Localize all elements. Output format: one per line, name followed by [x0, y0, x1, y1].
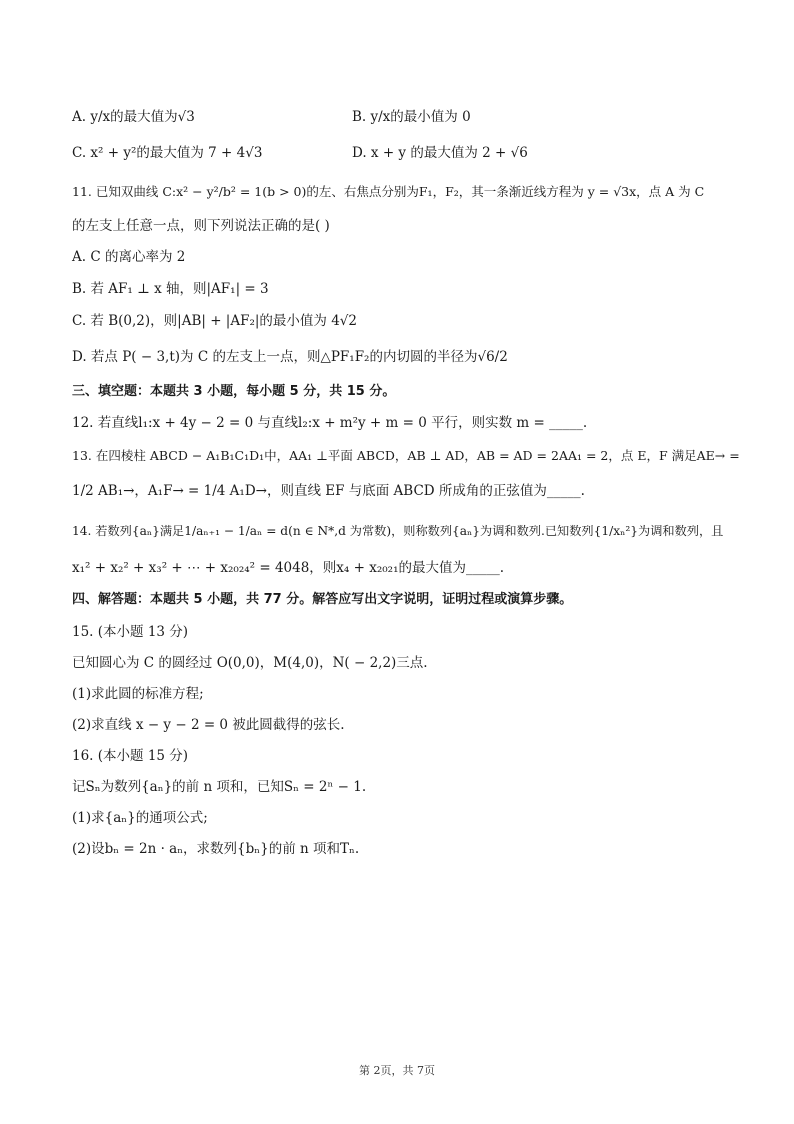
option-q10-c: C. x² + y²的最大值为 7 + 4√3 [72, 145, 263, 161]
q16-heading: 16. (本小题 15 分) [72, 748, 189, 764]
q11-option-c: C. 若 B(0,2)，则|AB| + |AF₂|的最小值为 4√2 [72, 313, 358, 329]
q12-text: 12. 若直线l₁:x + 4y − 2 = 0 与直线l₂:x + m²y + m = 0 平行，则实数 m = _____. [72, 415, 588, 431]
q15-part2: (2)求直线 x − y − 2 = 0 被此圆截得的弦长. [72, 717, 345, 733]
option-q10-d: D. x + y 的最大值为 2 + √6 [352, 145, 528, 161]
q13-line1: 13. 在四棱柱 ABCD − A₁B₁C₁D₁中，AA₁ ⊥平面 ABCD，AB ⊥ AD，AB = AD = 2AA₁ = 2，点 E，F 满足AE→ = [72, 448, 740, 463]
q11-stem-line1: 11. 已知双曲线 C:x² − y²/b² = 1(b > 0)的左、右焦点分别为F₁，F₂，其一条渐近线方程为 y = √3x，点 A 为 C [72, 184, 705, 199]
q16-part2: (2)设bₙ = 2n · aₙ，求数列{bₙ}的前 n 项和Tₙ. [72, 841, 360, 857]
section-answer-heading: 四、解答题：本题共 5 小题，共 77 分。解答应写出文字说明，证明过程或演算步骤。 [72, 592, 573, 607]
q14-line2: x₁² + x₂² + x₃² + ⋯ + x₂₀₂₄² = 4048，则x₄ + x₂₀₂₁的最大值为_____. [72, 560, 505, 576]
q16-stem: 记Sₙ为数列{aₙ}的前 n 项和，已知Sₙ = 2ⁿ − 1. [72, 779, 367, 795]
q14-line1: 14. 若数列{aₙ}满足1/aₙ₊₁ − 1/aₙ = d(n ∈ N*,d 为常数)，则称数列{aₙ}为调和数列.已知数列{1/xₙ²}为调和数列，且 [72, 524, 724, 538]
q15-heading: 15. (本小题 13 分) [72, 624, 189, 640]
section-fill-in-heading: 三、填空题：本题共 3 小题，每小题 5 分，共 15 分。 [72, 384, 396, 399]
q11-stem-line2: 的左支上任意一点，则下列说法正确的是( ) [72, 218, 330, 234]
q16-part1: (1)求{aₙ}的通项公式; [72, 810, 208, 826]
q11-option-b: B. 若 AF₁ ⊥ x 轴，则|AF₁| = 3 [72, 281, 269, 297]
q15-part1: (1)求此圆的标准方程; [72, 686, 204, 702]
q15-stem: 已知圆心为 C 的圆经过 O(0,0)，M(4,0)，N( − 2,2)三点. [72, 655, 428, 671]
q11-option-d: D. 若点 P( − 3,t)为 C 的左支上一点，则△PF₁F₂的内切圆的半径为√6/2 [72, 349, 508, 365]
option-q10-a: A. y/x的最大值为√3 [72, 109, 195, 125]
q11-option-a: A. C 的离心率为 2 [72, 249, 186, 265]
q13-line2: 1/2 AB₁→，A₁F→ = 1/4 A₁D→，则直线 EF 与底面 ABCD 所成角的正弦值为_____. [72, 483, 585, 499]
option-q10-b: B. y/x的最小值为 0 [352, 109, 471, 125]
page-footer: 第 2页，共 7页 [359, 1064, 435, 1077]
